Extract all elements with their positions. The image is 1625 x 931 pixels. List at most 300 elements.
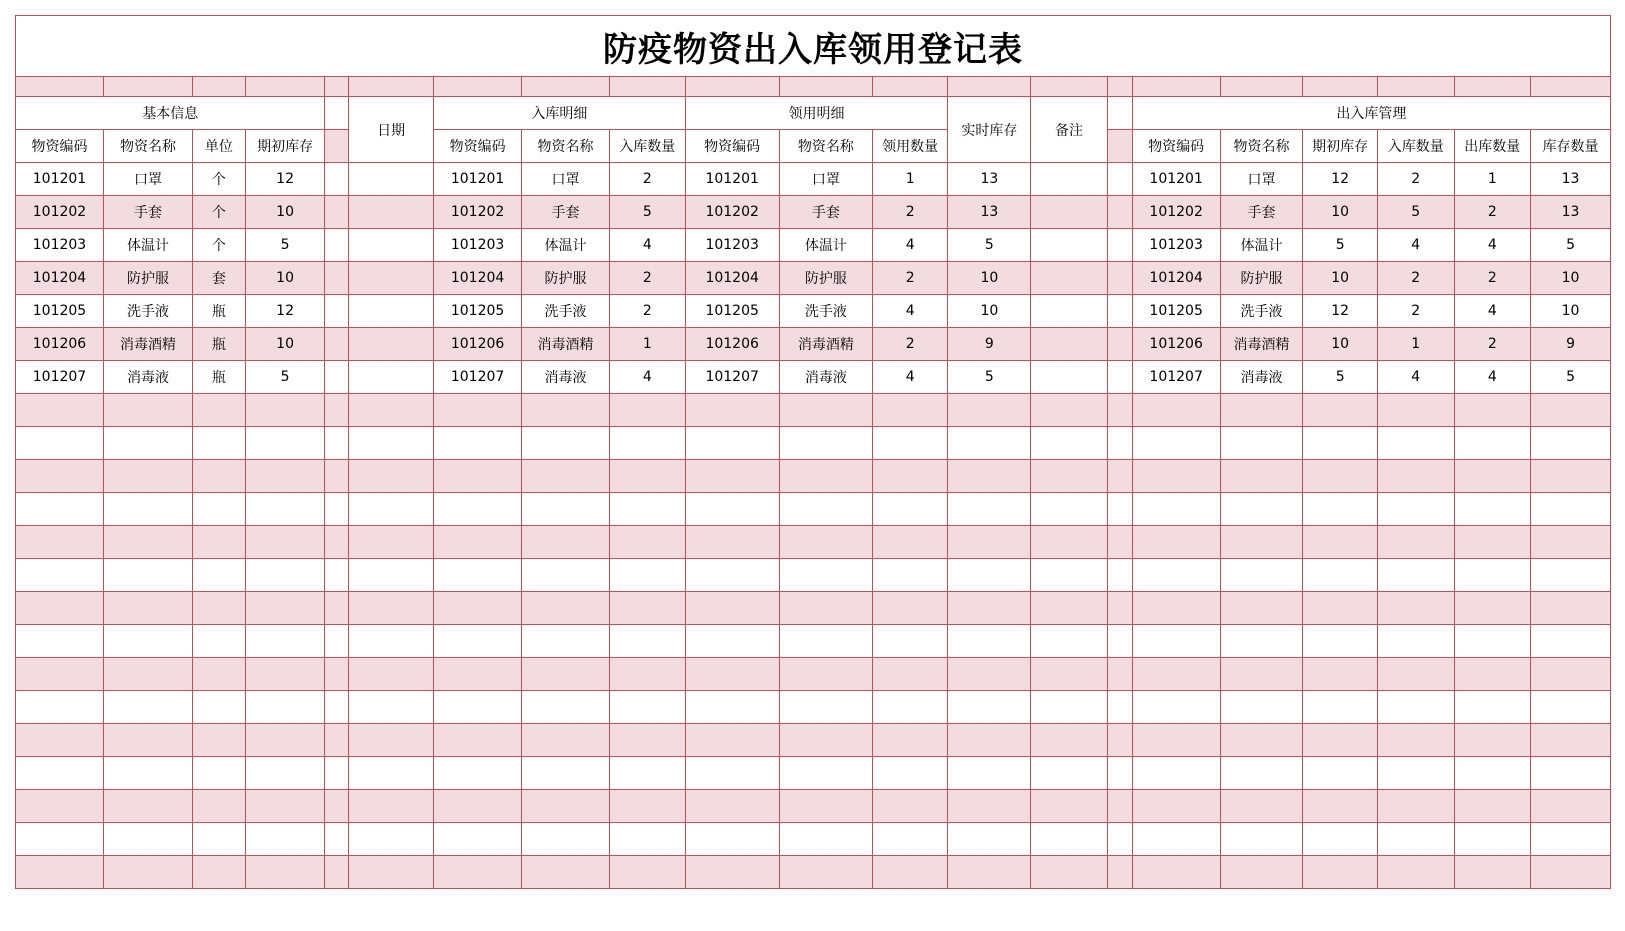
empty-cell[interactable] — [245, 724, 325, 757]
empty-cell[interactable] — [872, 592, 948, 625]
cell-use-name[interactable]: 消毒液 — [779, 361, 872, 394]
empty-cell[interactable] — [685, 493, 779, 526]
cell-remark[interactable] — [1031, 328, 1108, 361]
gap-cell[interactable] — [1107, 328, 1132, 361]
empty-cell[interactable] — [685, 757, 779, 790]
empty-cell[interactable] — [1220, 427, 1303, 460]
empty-cell[interactable] — [522, 658, 610, 691]
empty-cell[interactable] — [325, 394, 349, 427]
empty-cell[interactable] — [325, 460, 349, 493]
empty-cell[interactable] — [192, 460, 245, 493]
cell-use-name[interactable]: 消毒酒精 — [779, 328, 872, 361]
empty-cell[interactable] — [434, 757, 522, 790]
empty-cell[interactable] — [872, 460, 948, 493]
empty-cell[interactable] — [192, 559, 245, 592]
empty-cell[interactable] — [192, 856, 245, 889]
empty-cell[interactable] — [1107, 592, 1132, 625]
cell-date[interactable] — [349, 361, 434, 394]
empty-cell[interactable] — [192, 691, 245, 724]
empty-cell[interactable] — [779, 757, 872, 790]
empty-cell[interactable] — [948, 394, 1031, 427]
cell-stock[interactable]: 10 — [948, 295, 1031, 328]
empty-cell[interactable] — [16, 427, 104, 460]
empty-cell[interactable] — [16, 460, 104, 493]
empty-cell[interactable] — [16, 526, 104, 559]
empty-cell[interactable] — [103, 427, 192, 460]
empty-cell[interactable] — [1454, 691, 1531, 724]
cell-in-qty[interactable]: 4 — [610, 361, 686, 394]
empty-cell[interactable] — [779, 526, 872, 559]
empty-cell[interactable] — [1132, 856, 1220, 889]
cell-in-qty[interactable]: 2 — [610, 262, 686, 295]
empty-cell[interactable] — [1303, 691, 1378, 724]
empty-cell[interactable] — [872, 559, 948, 592]
empty-cell[interactable] — [779, 790, 872, 823]
cell-mgmt-code[interactable]: 101207 — [1132, 361, 1220, 394]
empty-cell[interactable] — [1220, 526, 1303, 559]
empty-cell[interactable] — [1303, 757, 1378, 790]
empty-cell[interactable] — [1531, 757, 1611, 790]
gap-cell[interactable] — [325, 196, 349, 229]
empty-cell[interactable] — [1454, 559, 1531, 592]
cell-mgmt-opening[interactable]: 10 — [1303, 196, 1378, 229]
empty-cell[interactable] — [1377, 493, 1454, 526]
cell-in-code[interactable]: 101203 — [434, 229, 522, 262]
cell-basic-code[interactable]: 101203 — [16, 229, 104, 262]
cell-basic-code[interactable]: 101207 — [16, 361, 104, 394]
cell-date[interactable] — [349, 229, 434, 262]
cell-mgmt-stock[interactable]: 13 — [1531, 196, 1611, 229]
cell-use-code[interactable]: 101204 — [685, 262, 779, 295]
empty-cell[interactable] — [349, 724, 434, 757]
cell-date[interactable] — [349, 262, 434, 295]
empty-cell[interactable] — [325, 559, 349, 592]
empty-cell[interactable] — [1303, 823, 1378, 856]
cell-basic-code[interactable]: 101205 — [16, 295, 104, 328]
empty-cell[interactable] — [325, 658, 349, 691]
empty-cell[interactable] — [1377, 427, 1454, 460]
empty-cell[interactable] — [1031, 757, 1108, 790]
gap-cell[interactable] — [1107, 97, 1132, 130]
empty-cell[interactable] — [1107, 790, 1132, 823]
empty-cell[interactable] — [522, 460, 610, 493]
cell-basic-code[interactable]: 101204 — [16, 262, 104, 295]
cell-mgmt-out[interactable]: 4 — [1454, 229, 1531, 262]
empty-cell[interactable] — [1531, 460, 1611, 493]
cell-in-qty[interactable]: 4 — [610, 229, 686, 262]
empty-cell[interactable] — [103, 493, 192, 526]
empty-cell[interactable] — [872, 526, 948, 559]
cell-mgmt-name[interactable]: 消毒液 — [1220, 361, 1303, 394]
empty-cell[interactable] — [1303, 790, 1378, 823]
empty-cell[interactable] — [103, 790, 192, 823]
empty-cell[interactable] — [16, 724, 104, 757]
empty-cell[interactable] — [1303, 592, 1378, 625]
empty-cell[interactable] — [245, 856, 325, 889]
empty-cell[interactable] — [1531, 592, 1611, 625]
empty-cell[interactable] — [1531, 724, 1611, 757]
empty-cell[interactable] — [1107, 427, 1132, 460]
empty-cell[interactable] — [1220, 658, 1303, 691]
empty-cell[interactable] — [434, 691, 522, 724]
empty-cell[interactable] — [103, 460, 192, 493]
cell-basic-name[interactable]: 口罩 — [103, 163, 192, 196]
cell-use-name[interactable]: 手套 — [779, 196, 872, 229]
empty-cell[interactable] — [1107, 757, 1132, 790]
cell-mgmt-name[interactable]: 体温计 — [1220, 229, 1303, 262]
cell-in-code[interactable]: 101206 — [434, 328, 522, 361]
empty-cell[interactable] — [192, 658, 245, 691]
empty-cell[interactable] — [1031, 526, 1108, 559]
empty-cell[interactable] — [349, 394, 434, 427]
empty-cell[interactable] — [103, 526, 192, 559]
cell-in-qty[interactable]: 2 — [610, 295, 686, 328]
cell-mgmt-code[interactable]: 101203 — [1132, 229, 1220, 262]
empty-cell[interactable] — [1132, 460, 1220, 493]
empty-cell[interactable] — [685, 823, 779, 856]
cell-use-qty[interactable]: 4 — [872, 295, 948, 328]
empty-cell[interactable] — [948, 691, 1031, 724]
empty-cell[interactable] — [1303, 427, 1378, 460]
cell-basic-opening[interactable]: 10 — [245, 328, 325, 361]
empty-cell[interactable] — [1220, 790, 1303, 823]
empty-cell[interactable] — [103, 559, 192, 592]
cell-remark[interactable] — [1031, 361, 1108, 394]
cell-use-code[interactable]: 101205 — [685, 295, 779, 328]
cell-mgmt-in[interactable]: 2 — [1377, 163, 1454, 196]
cell-in-name[interactable]: 洗手液 — [522, 295, 610, 328]
empty-cell[interactable] — [685, 394, 779, 427]
empty-cell[interactable] — [522, 625, 610, 658]
empty-cell[interactable] — [103, 658, 192, 691]
gap-cell[interactable] — [1107, 361, 1132, 394]
empty-cell[interactable] — [245, 625, 325, 658]
empty-cell[interactable] — [245, 526, 325, 559]
cell-mgmt-code[interactable]: 101206 — [1132, 328, 1220, 361]
empty-cell[interactable] — [779, 856, 872, 889]
empty-cell[interactable] — [948, 559, 1031, 592]
cell-remark[interactable] — [1031, 196, 1108, 229]
empty-cell[interactable] — [192, 394, 245, 427]
empty-cell[interactable] — [245, 394, 325, 427]
empty-cell[interactable] — [522, 394, 610, 427]
empty-cell[interactable] — [685, 724, 779, 757]
empty-cell[interactable] — [325, 856, 349, 889]
empty-cell[interactable] — [1220, 460, 1303, 493]
empty-cell[interactable] — [192, 724, 245, 757]
empty-cell[interactable] — [103, 592, 192, 625]
empty-cell[interactable] — [872, 658, 948, 691]
empty-cell[interactable] — [610, 427, 686, 460]
empty-cell[interactable] — [948, 493, 1031, 526]
empty-cell[interactable] — [1377, 823, 1454, 856]
gap-cell[interactable] — [1107, 229, 1132, 262]
gap-cell[interactable] — [325, 295, 349, 328]
empty-cell[interactable] — [872, 625, 948, 658]
empty-cell[interactable] — [325, 823, 349, 856]
empty-cell[interactable] — [1531, 823, 1611, 856]
empty-cell[interactable] — [245, 493, 325, 526]
empty-cell[interactable] — [1531, 526, 1611, 559]
empty-cell[interactable] — [1303, 724, 1378, 757]
empty-cell[interactable] — [245, 757, 325, 790]
gap-cell[interactable] — [1107, 130, 1132, 163]
empty-cell[interactable] — [103, 625, 192, 658]
empty-cell[interactable] — [1303, 460, 1378, 493]
empty-cell[interactable] — [872, 724, 948, 757]
empty-cell[interactable] — [685, 625, 779, 658]
empty-cell[interactable] — [522, 724, 610, 757]
empty-cell[interactable] — [610, 856, 686, 889]
cell-basic-code[interactable]: 101201 — [16, 163, 104, 196]
empty-cell[interactable] — [1377, 856, 1454, 889]
cell-stock[interactable]: 5 — [948, 361, 1031, 394]
cell-in-qty[interactable]: 1 — [610, 328, 686, 361]
empty-cell[interactable] — [1531, 790, 1611, 823]
empty-cell[interactable] — [349, 625, 434, 658]
cell-use-code[interactable]: 101201 — [685, 163, 779, 196]
empty-cell[interactable] — [1132, 724, 1220, 757]
cell-mgmt-opening[interactable]: 12 — [1303, 163, 1378, 196]
empty-cell[interactable] — [1031, 394, 1108, 427]
empty-cell[interactable] — [434, 856, 522, 889]
empty-cell[interactable] — [1303, 493, 1378, 526]
empty-cell[interactable] — [349, 559, 434, 592]
empty-cell[interactable] — [434, 460, 522, 493]
empty-cell[interactable] — [245, 691, 325, 724]
empty-cell[interactable] — [1220, 493, 1303, 526]
cell-basic-name[interactable]: 消毒酒精 — [103, 328, 192, 361]
empty-cell[interactable] — [1107, 823, 1132, 856]
gap-cell[interactable] — [1107, 295, 1132, 328]
empty-cell[interactable] — [1031, 592, 1108, 625]
empty-cell[interactable] — [1132, 691, 1220, 724]
cell-basic-opening[interactable]: 5 — [245, 229, 325, 262]
cell-basic-opening[interactable]: 5 — [245, 361, 325, 394]
empty-cell[interactable] — [1377, 559, 1454, 592]
cell-mgmt-code[interactable]: 101202 — [1132, 196, 1220, 229]
empty-cell[interactable] — [1377, 757, 1454, 790]
gap-cell[interactable] — [325, 262, 349, 295]
empty-cell[interactable] — [948, 427, 1031, 460]
cell-mgmt-in[interactable]: 1 — [1377, 328, 1454, 361]
cell-stock[interactable]: 9 — [948, 328, 1031, 361]
empty-cell[interactable] — [522, 691, 610, 724]
empty-cell[interactable] — [1454, 856, 1531, 889]
empty-cell[interactable] — [1031, 691, 1108, 724]
empty-cell[interactable] — [1132, 823, 1220, 856]
empty-cell[interactable] — [16, 592, 104, 625]
cell-basic-code[interactable]: 101202 — [16, 196, 104, 229]
empty-cell[interactable] — [1132, 790, 1220, 823]
empty-cell[interactable] — [1377, 394, 1454, 427]
gap-cell[interactable] — [325, 97, 349, 130]
cell-mgmt-stock[interactable]: 5 — [1531, 229, 1611, 262]
empty-cell[interactable] — [1454, 724, 1531, 757]
empty-cell[interactable] — [685, 526, 779, 559]
empty-cell[interactable] — [1031, 493, 1108, 526]
empty-cell[interactable] — [685, 592, 779, 625]
empty-cell[interactable] — [1132, 658, 1220, 691]
empty-cell[interactable] — [1377, 691, 1454, 724]
cell-mgmt-code[interactable]: 101204 — [1132, 262, 1220, 295]
cell-mgmt-stock[interactable]: 10 — [1531, 295, 1611, 328]
cell-use-qty[interactable]: 4 — [872, 361, 948, 394]
empty-cell[interactable] — [1454, 493, 1531, 526]
empty-cell[interactable] — [872, 394, 948, 427]
empty-cell[interactable] — [434, 493, 522, 526]
empty-cell[interactable] — [1303, 526, 1378, 559]
empty-cell[interactable] — [1107, 724, 1132, 757]
empty-cell[interactable] — [1220, 856, 1303, 889]
cell-use-code[interactable]: 101207 — [685, 361, 779, 394]
cell-mgmt-stock[interactable]: 13 — [1531, 163, 1611, 196]
empty-cell[interactable] — [1531, 856, 1611, 889]
gap-cell[interactable] — [325, 328, 349, 361]
empty-cell[interactable] — [1454, 790, 1531, 823]
gap-cell[interactable] — [325, 163, 349, 196]
empty-cell[interactable] — [1377, 658, 1454, 691]
empty-cell[interactable] — [103, 823, 192, 856]
empty-cell[interactable] — [349, 658, 434, 691]
cell-mgmt-in[interactable]: 4 — [1377, 361, 1454, 394]
empty-cell[interactable] — [779, 592, 872, 625]
cell-stock[interactable]: 13 — [948, 196, 1031, 229]
empty-cell[interactable] — [103, 394, 192, 427]
empty-cell[interactable] — [245, 823, 325, 856]
empty-cell[interactable] — [610, 559, 686, 592]
empty-cell[interactable] — [434, 823, 522, 856]
cell-mgmt-code[interactable]: 101201 — [1132, 163, 1220, 196]
empty-cell[interactable] — [948, 757, 1031, 790]
cell-use-qty[interactable]: 2 — [872, 196, 948, 229]
empty-cell[interactable] — [522, 493, 610, 526]
cell-in-code[interactable]: 101202 — [434, 196, 522, 229]
empty-cell[interactable] — [522, 790, 610, 823]
cell-basic-name[interactable]: 体温计 — [103, 229, 192, 262]
empty-cell[interactable] — [610, 493, 686, 526]
cell-mgmt-name[interactable]: 防护服 — [1220, 262, 1303, 295]
empty-cell[interactable] — [325, 691, 349, 724]
empty-cell[interactable] — [872, 493, 948, 526]
empty-cell[interactable] — [1220, 757, 1303, 790]
empty-cell[interactable] — [1031, 658, 1108, 691]
cell-in-code[interactable]: 101205 — [434, 295, 522, 328]
empty-cell[interactable] — [325, 427, 349, 460]
empty-cell[interactable] — [522, 856, 610, 889]
cell-use-name[interactable]: 洗手液 — [779, 295, 872, 328]
cell-stock[interactable]: 5 — [948, 229, 1031, 262]
empty-cell[interactable] — [1107, 559, 1132, 592]
empty-cell[interactable] — [16, 394, 104, 427]
empty-cell[interactable] — [872, 757, 948, 790]
cell-mgmt-name[interactable]: 消毒酒精 — [1220, 328, 1303, 361]
empty-cell[interactable] — [1132, 526, 1220, 559]
gap-cell[interactable] — [325, 229, 349, 262]
empty-cell[interactable] — [1132, 559, 1220, 592]
empty-cell[interactable] — [1132, 592, 1220, 625]
cell-use-qty[interactable]: 2 — [872, 262, 948, 295]
empty-cell[interactable] — [1220, 724, 1303, 757]
empty-cell[interactable] — [349, 790, 434, 823]
empty-cell[interactable] — [103, 691, 192, 724]
cell-in-name[interactable]: 口罩 — [522, 163, 610, 196]
empty-cell[interactable] — [1377, 724, 1454, 757]
empty-cell[interactable] — [948, 790, 1031, 823]
empty-cell[interactable] — [1454, 823, 1531, 856]
cell-in-name[interactable]: 防护服 — [522, 262, 610, 295]
empty-cell[interactable] — [1031, 559, 1108, 592]
cell-basic-unit[interactable]: 个 — [192, 229, 245, 262]
cell-mgmt-name[interactable]: 手套 — [1220, 196, 1303, 229]
empty-cell[interactable] — [1303, 625, 1378, 658]
empty-cell[interactable] — [1031, 856, 1108, 889]
empty-cell[interactable] — [948, 625, 1031, 658]
empty-cell[interactable] — [1303, 394, 1378, 427]
empty-cell[interactable] — [522, 427, 610, 460]
empty-cell[interactable] — [522, 592, 610, 625]
empty-cell[interactable] — [245, 559, 325, 592]
empty-cell[interactable] — [610, 625, 686, 658]
empty-cell[interactable] — [685, 790, 779, 823]
empty-cell[interactable] — [685, 559, 779, 592]
empty-cell[interactable] — [325, 526, 349, 559]
cell-basic-unit[interactable]: 个 — [192, 163, 245, 196]
empty-cell[interactable] — [245, 427, 325, 460]
empty-cell[interactable] — [349, 493, 434, 526]
empty-cell[interactable] — [434, 526, 522, 559]
empty-cell[interactable] — [325, 625, 349, 658]
empty-cell[interactable] — [434, 658, 522, 691]
empty-cell[interactable] — [1220, 559, 1303, 592]
cell-basic-unit[interactable]: 个 — [192, 196, 245, 229]
empty-cell[interactable] — [16, 823, 104, 856]
empty-cell[interactable] — [948, 526, 1031, 559]
empty-cell[interactable] — [16, 691, 104, 724]
empty-cell[interactable] — [610, 757, 686, 790]
empty-cell[interactable] — [349, 592, 434, 625]
empty-cell[interactable] — [948, 823, 1031, 856]
empty-cell[interactable] — [779, 691, 872, 724]
cell-use-code[interactable]: 101202 — [685, 196, 779, 229]
cell-in-name[interactable]: 体温计 — [522, 229, 610, 262]
empty-cell[interactable] — [1454, 757, 1531, 790]
empty-cell[interactable] — [610, 658, 686, 691]
empty-cell[interactable] — [1107, 394, 1132, 427]
cell-use-name[interactable]: 防护服 — [779, 262, 872, 295]
empty-cell[interactable] — [522, 823, 610, 856]
empty-cell[interactable] — [1107, 658, 1132, 691]
empty-cell[interactable] — [1377, 526, 1454, 559]
empty-cell[interactable] — [779, 658, 872, 691]
cell-use-name[interactable]: 体温计 — [779, 229, 872, 262]
cell-remark[interactable] — [1031, 163, 1108, 196]
empty-cell[interactable] — [948, 460, 1031, 493]
empty-cell[interactable] — [192, 493, 245, 526]
cell-basic-opening[interactable]: 10 — [245, 262, 325, 295]
empty-cell[interactable] — [779, 724, 872, 757]
empty-cell[interactable] — [1031, 427, 1108, 460]
cell-basic-name[interactable]: 手套 — [103, 196, 192, 229]
cell-mgmt-opening[interactable]: 12 — [1303, 295, 1378, 328]
cell-mgmt-out[interactable]: 2 — [1454, 196, 1531, 229]
empty-cell[interactable] — [1107, 460, 1132, 493]
empty-cell[interactable] — [685, 460, 779, 493]
empty-cell[interactable] — [1531, 493, 1611, 526]
empty-cell[interactable] — [779, 427, 872, 460]
empty-cell[interactable] — [1031, 823, 1108, 856]
gap-cell[interactable] — [325, 361, 349, 394]
